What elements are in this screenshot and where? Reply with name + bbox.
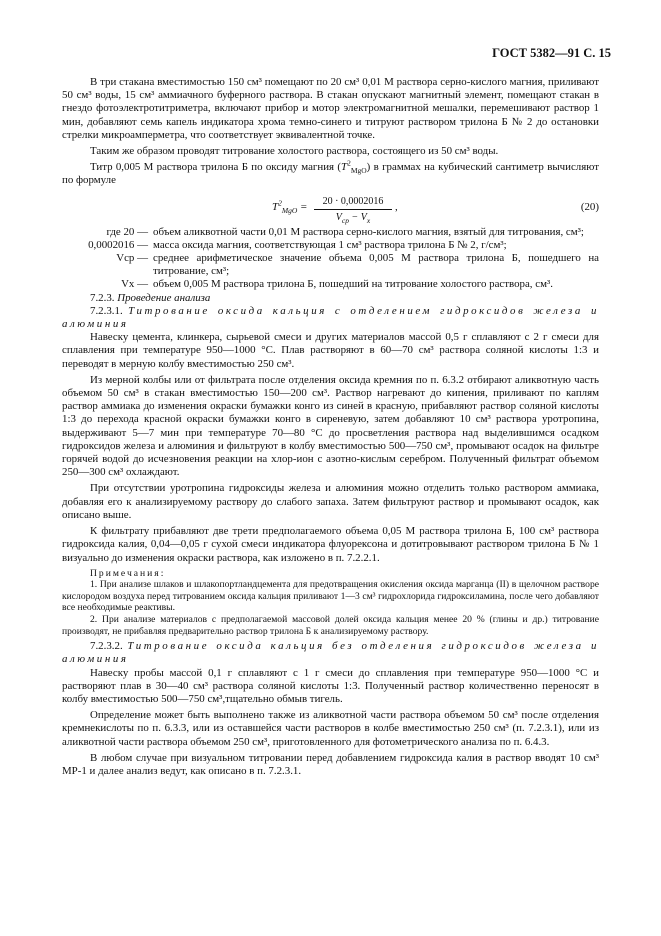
paragraph: Навеску цемента, клинкера, сырьевой смеси и других материалов массой 0,5 г сплавляют с 2 г смеси для сплавления при температуре 950—1000 °С. Плав растворяют в 60—70 см³ раствора соляной кислоты 1:3 и переводят в мерную колбу вместимостью 250 см³. [62,331,599,370]
paragraph: В любом случае при визуальном титровании перед добавлением гидроксида калия в раствор вводят 10 см³ МР-1 и далее анализ ведут, как описано в п. 7.2.3.1. [62,751,599,778]
formula-numerator: 20 · 0,0002016 [314,195,392,210]
formula-20 [62,193,599,223]
paragraph: Таким же образом проводят титрование холостого раствора, состоящего из 50 см³ воды. [90,145,499,158]
definition-item: Vср — среднее арифметическое значение объема 0,005 М раствора трилона Б, пошедшего на титрование, см³; [116,252,599,278]
paragraph: К фильтрату прибавляют две трети предполагаемого объема 0,05 М раствора трилона Б, 100 см³ раствора гидроксида калия, 0,04—0,05 г сухой смеси индикатора флуорексона и дотитровывают раствором трилона Б № 1 визуально до изменения окраски раствора, как изложено в п. 7.2.2.1. [62,525,599,564]
paragraph: Навеску пробы массой 0,1 г сплавляют с 1 г смеси до сплавления при температуре 950—1000 °С и растворяют плав в 30—40 см³ раствора соляной кислоты 1:3. Полученный раствор количественно переносят в колбу вместимостью 500—750 см³,тщательно обмыв тигель. [62,666,599,706]
paragraph: Из мерной колбы или от фильтрата после отделения оксида кремния по п. 6.3.2 отбирают аликвотную часть объемом 50 см³ в стакан вместимостью 150—200 см³. Раствор нагревают до кипения, приливают по каплям раствор аммиака до изменения окраски бумажки конго из синей в красную, прибавляют раствор соляной кислоты 1:3 до перехода красной окраски бумажки конго в сиреневую, затем добавляют 10 см³ раствора уротропина, выдерживают 5—7 мин при температуре 70—80 °С до просветления раствора над выделившимся осадком гидроксидов железа и алюминия и фильтруют в колбу вместимостью 500—750 см³, промывают осадок на фильтре горячей водой до исчезновения реакции на хлор-ион с азотно-кислым серебром. Полученный фильтрат объемом 250—300 см³ охлаждают. [62,373,599,479]
page-header: ГОСТ 5382—91 С. 15 [492,46,611,60]
note-1: 1. При анализе шлаков и шлакопортландцемента для предотвращения окисления оксида марганца (II) в щелочном растворе кислородом воздуха перед титрованием оксида кальция приливают 1—3 см³ гидрохлорида гидроксиламина, после чего добавляют все необходимые реактивы. [62,579,599,614]
paragraph: Определение может быть выполнено также из аликвотной части раствора объемом 50 см³ после отделения кремнекислоты по п. 6.3.3, или из оставшейся части растворов в колбе вместимостью 250 см³ (п. 7.2.3.1), или из аликвотной части раствора объемом 250 см³, приготовленного для фотометрического анализа по п. 6.4.3. [62,709,599,748]
definition-item: Vх — объем 0,005 М раствора трилона Б, пошедший на титрование холостого раствора, см³. [121,278,553,291]
paragraph: При отсутствии уротропина гидроксиды железа и алюминия можно отделить только раствором аммиака, добавляя его к анализируемому раствору до слабого запаха. Затем фильтруют раствор и промывают осадок, как описано выше. [62,482,599,521]
note-2: 2. При анализе материалов с предполагаемой массовой долей оксида кальция менее 20 % (глины и др.) титрование производят, не прибавляя предварительно раствор трилона Б к анализируемому раствору. [62,614,599,637]
formula-trail: , [395,200,398,213]
section-heading-7-2-3-1: 7.2.3.1. Титрование оксида кальция с отделением гидроксидов железа и алюминия [62,304,599,331]
definition-item: 0,0002016 — масса оксида магния, соответствующая 1 см³ раствора трилона Б № 2, г/см³; [88,238,507,251]
formula-intro: Титр 0,005 М раствора трилона Б по оксиду магния $(T^2_{MgO})$ в граммах на кубический сантиметр вычисляют по формуле [62,158,599,187]
formula-fraction [314,195,392,224]
page-content [62,76,599,778]
formula-denominator: $V_{ср} - V_х$ [335,211,371,225]
paragraph: В три стакана вместимостью 150 см³ помещают по 20 см³ 0,01 М раствора серно-кислого магния, приливают 50 см³ воды, 15 см³ аммиачного буферного раствора. В стакан опускают магнитный элемент, помещают стакан в гнездо фотоэлектротитриметра, включают прибор и мотор электромагнитной мешалки, перемешивают раствор 1 мин, добавляют семь капель индикатора хрома темно-синего и титруют раствором трилона Б № 2 до остановки стрелки микроамперметра, что соответствует эквивалентной точке. [62,76,599,141]
formula-number: (20) [580,200,599,213]
notes-title: Примечания: [90,567,166,579]
formula-lhs: $T^2_{MgO}$ = [272,197,308,215]
section-heading-7-2-3-2: 7.2.3.2. Титрование оксида кальция без отделения гидроксидов железа и алюминия [62,640,599,666]
section-heading-7-2-3: 7.2.3. Проведение анализа [90,291,211,304]
definition-item: где 20 — объем аликвотной части 0,01 М раствора серно-кислого магния, взятый для титрования, см³; [106,225,584,238]
definitions-list [62,226,599,292]
